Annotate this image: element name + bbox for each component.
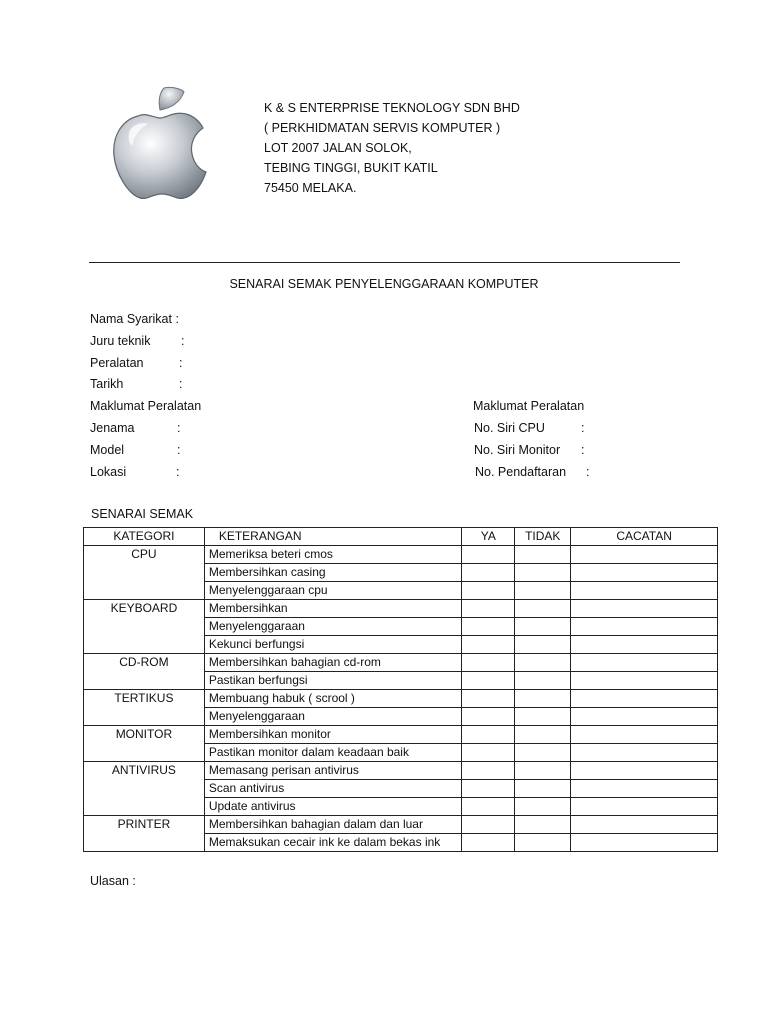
- cacatan-cell[interactable]: [571, 780, 718, 798]
- field-colon: :: [581, 421, 585, 435]
- tidak-cell[interactable]: [515, 744, 571, 762]
- company-address-line: LOT 2007 JALAN SOLOK,: [264, 141, 412, 155]
- cacatan-cell[interactable]: [571, 654, 718, 672]
- ya-cell[interactable]: [462, 582, 515, 600]
- checklist-table: [83, 527, 718, 852]
- field-maklumat-peralatan-left: [90, 399, 201, 413]
- cacatan-cell[interactable]: [571, 816, 718, 834]
- tidak-cell[interactable]: [515, 708, 571, 726]
- task-description: Membuang habuk ( scrool ): [204, 690, 462, 708]
- category-cell: ANTIVIRUS: [84, 762, 205, 816]
- field-label: Nama Syarikat :: [90, 312, 179, 326]
- task-description: Membersihkan bahagian cd-rom: [204, 654, 462, 672]
- cacatan-cell[interactable]: [571, 762, 718, 780]
- field-label: Juru teknik: [90, 334, 151, 348]
- tidak-cell[interactable]: [515, 636, 571, 654]
- ya-cell[interactable]: [462, 726, 515, 744]
- field-label: Jenama: [90, 421, 135, 435]
- field-colon: :: [581, 443, 585, 457]
- company-address: [264, 98, 520, 198]
- field-colon: :: [176, 465, 180, 479]
- ya-cell[interactable]: [462, 546, 515, 564]
- field-peralatan: [90, 356, 183, 370]
- tidak-cell[interactable]: [515, 600, 571, 618]
- cacatan-cell[interactable]: [571, 690, 718, 708]
- field-no-pendaftaran: [475, 465, 590, 479]
- field-tarikh: [90, 377, 183, 391]
- table-row: [84, 726, 718, 744]
- field-lokasi: [90, 465, 180, 479]
- table-row: [84, 762, 718, 780]
- field-label: Maklumat Peralatan: [90, 399, 202, 413]
- field-label: Model: [90, 443, 125, 457]
- table-header-row: [84, 528, 718, 546]
- cacatan-cell[interactable]: [571, 708, 718, 726]
- tidak-cell[interactable]: [515, 564, 571, 582]
- field-no-siri-cpu: [474, 421, 585, 435]
- ya-cell[interactable]: [462, 708, 515, 726]
- table-row: [84, 546, 718, 564]
- cacatan-cell[interactable]: [571, 618, 718, 636]
- field-juru-teknik: [90, 334, 185, 348]
- cacatan-cell[interactable]: [571, 636, 718, 654]
- ya-cell[interactable]: [462, 798, 515, 816]
- company-address-line: 75450 MELAKA.: [264, 181, 357, 195]
- task-description: Update antivirus: [204, 798, 462, 816]
- tidak-cell[interactable]: [515, 582, 571, 600]
- header-divider: [89, 262, 680, 263]
- field-label: Lokasi: [90, 465, 127, 479]
- task-description: Scan antivirus: [204, 780, 462, 798]
- tidak-cell[interactable]: [515, 618, 571, 636]
- cacatan-cell[interactable]: [571, 834, 718, 852]
- ya-cell[interactable]: [462, 600, 515, 618]
- table-row: [84, 816, 718, 834]
- comments-label: Ulasan :: [90, 874, 136, 888]
- tidak-cell[interactable]: [515, 654, 571, 672]
- category-cell: MONITOR: [84, 726, 205, 762]
- field-label: Tarikh: [90, 377, 124, 391]
- tidak-cell[interactable]: [515, 798, 571, 816]
- tidak-cell[interactable]: [515, 816, 571, 834]
- apple-logo-icon: [108, 82, 213, 202]
- cacatan-cell[interactable]: [571, 672, 718, 690]
- ya-cell[interactable]: [462, 780, 515, 798]
- header-kategori: KATEGORI: [84, 528, 205, 546]
- task-description: Menyelenggaraan: [204, 708, 462, 726]
- ya-cell[interactable]: [462, 618, 515, 636]
- tidak-cell[interactable]: [515, 690, 571, 708]
- ya-cell[interactable]: [462, 816, 515, 834]
- header-ya: YA: [462, 528, 515, 546]
- field-label: No. Siri Monitor: [474, 443, 561, 457]
- field-nama-syarikat: [90, 312, 179, 326]
- field-maklumat-peralatan-right: [473, 399, 584, 413]
- ya-cell[interactable]: [462, 744, 515, 762]
- header-tidak: TIDAK: [515, 528, 571, 546]
- cacatan-cell[interactable]: [571, 564, 718, 582]
- tidak-cell[interactable]: [515, 726, 571, 744]
- ya-cell[interactable]: [462, 834, 515, 852]
- company-address-line: TEBING TINGGI, BUKIT KATIL: [264, 161, 438, 175]
- field-colon: :: [586, 465, 590, 479]
- task-description: Membersihkan casing: [204, 564, 462, 582]
- company-name: K & S ENTERPRISE TEKNOLOGY SDN BHD: [264, 101, 520, 115]
- field-label: No. Siri CPU: [474, 421, 545, 435]
- tidak-cell[interactable]: [515, 780, 571, 798]
- tidak-cell[interactable]: [515, 546, 571, 564]
- cacatan-cell[interactable]: [571, 600, 718, 618]
- task-description: Pastikan berfungsi: [204, 672, 462, 690]
- tidak-cell[interactable]: [515, 672, 571, 690]
- field-colon: :: [177, 421, 181, 435]
- checklist-title: SENARAI SEMAK: [91, 507, 194, 521]
- task-description: Membersihkan bahagian dalam dan luar: [204, 816, 462, 834]
- cacatan-cell[interactable]: [571, 798, 718, 816]
- tidak-cell[interactable]: [515, 762, 571, 780]
- category-cell: CD-ROM: [84, 654, 205, 690]
- task-description: Pastikan monitor dalam keadaan baik: [204, 744, 462, 762]
- header-cacatan: CACATAN: [571, 528, 718, 546]
- task-description: Membersihkan: [204, 600, 462, 618]
- field-colon: :: [179, 356, 183, 370]
- header-keterangan: KETERANGAN: [204, 528, 462, 546]
- ya-cell[interactable]: [462, 672, 515, 690]
- field-colon: :: [177, 443, 181, 457]
- ya-cell[interactable]: [462, 762, 515, 780]
- field-jenama: [90, 421, 181, 435]
- category-cell: TERTIKUS: [84, 690, 205, 726]
- field-model: [90, 443, 181, 457]
- field-colon: :: [179, 377, 183, 391]
- field-label: Peralatan: [90, 356, 144, 370]
- ya-cell[interactable]: [462, 654, 515, 672]
- category-cell: CPU: [84, 546, 205, 600]
- table-row: [84, 690, 718, 708]
- task-description: Kekunci berfungsi: [204, 636, 462, 654]
- cacatan-cell[interactable]: [571, 582, 718, 600]
- field-label: No. Pendaftaran: [475, 465, 567, 479]
- task-description: Memeriksa beteri cmos: [204, 546, 462, 564]
- task-description: Menyelenggaraan cpu: [204, 582, 462, 600]
- category-cell: PRINTER: [84, 816, 205, 852]
- task-description: Memasang perisan antivirus: [204, 762, 462, 780]
- field-no-siri-monitor: [474, 443, 585, 457]
- cacatan-cell[interactable]: [571, 726, 718, 744]
- table-row: [84, 654, 718, 672]
- cacatan-cell[interactable]: [571, 744, 718, 762]
- field-label: Maklumat Peralatan: [473, 399, 585, 413]
- tidak-cell[interactable]: [515, 834, 571, 852]
- ya-cell[interactable]: [462, 690, 515, 708]
- task-description: Membersihkan monitor: [204, 726, 462, 744]
- table-row: [84, 600, 718, 618]
- document-title: SENARAI SEMAK PENYELENGGARAAN KOMPUTER: [229, 277, 539, 291]
- field-colon: :: [181, 334, 185, 348]
- ya-cell[interactable]: [462, 564, 515, 582]
- task-description: Memaksukan cecair ink ke dalam bekas ink: [204, 834, 462, 852]
- ya-cell[interactable]: [462, 636, 515, 654]
- cacatan-cell[interactable]: [571, 546, 718, 564]
- company-subtitle: ( PERKHIDMATAN SERVIS KOMPUTER ): [264, 121, 501, 135]
- task-description: Menyelenggaraan: [204, 618, 462, 636]
- category-cell: KEYBOARD: [84, 600, 205, 654]
